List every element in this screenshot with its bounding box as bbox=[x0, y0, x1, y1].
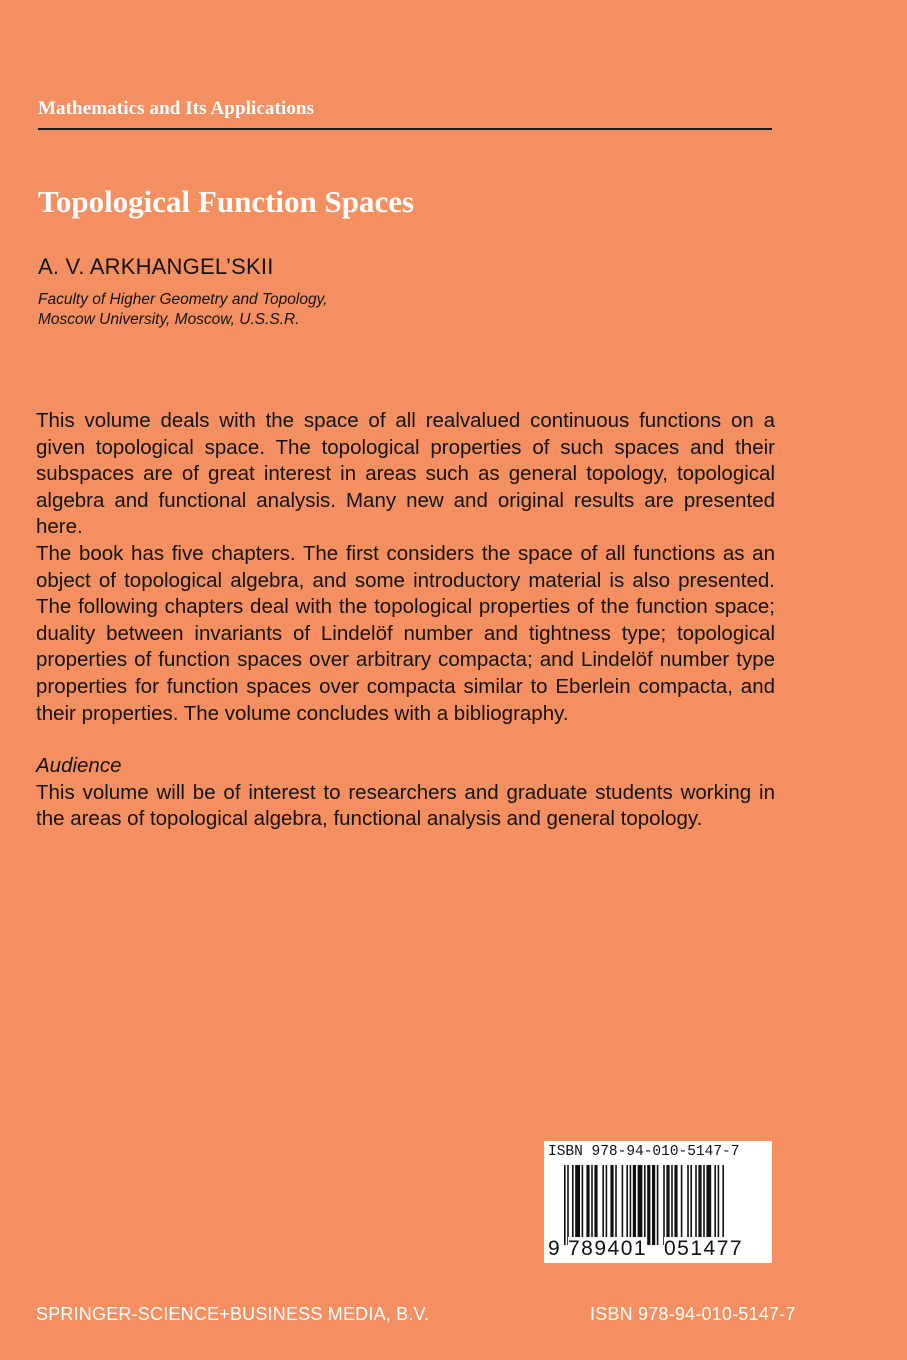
barcode-bar bbox=[633, 1165, 636, 1245]
barcode-bar bbox=[657, 1165, 659, 1245]
barcode-bar bbox=[698, 1165, 701, 1245]
barcode-bar bbox=[602, 1165, 604, 1245]
barcode-bar bbox=[674, 1165, 677, 1245]
barcode-bar bbox=[722, 1165, 724, 1245]
barcode-bar bbox=[564, 1165, 566, 1245]
affiliation-line-2: Moscow University, Moscow, U.S.S.R. bbox=[38, 311, 300, 328]
barcode-digits bbox=[544, 1237, 772, 1261]
barcode-bar bbox=[714, 1165, 716, 1245]
barcode-bar bbox=[626, 1165, 628, 1245]
barcode-bar bbox=[575, 1165, 580, 1245]
description-paragraph-2: The book has five chapters. The first considers the space of all functions as an object of topological algebra, and some introductory material is also presented. The following chapters deal with the topological properties of the function space; duality between invariants of Lindelöf number and tightness type; topological properties of function spaces over arbitrary compacta; and Lindelöf number type properties for function spaces over compacta similar to Eberlein compacta, and their properties. The volume concludes with a bibliography. bbox=[36, 541, 775, 725]
barcode-bar bbox=[610, 1165, 613, 1245]
barcode-bar bbox=[622, 1165, 624, 1245]
isbn-barcode bbox=[544, 1141, 772, 1263]
barcode-bar bbox=[681, 1165, 683, 1245]
barcode-bar bbox=[703, 1165, 705, 1245]
book-description bbox=[36, 408, 775, 833]
barcode-bar bbox=[638, 1165, 643, 1245]
barcode-bar bbox=[671, 1165, 673, 1245]
barcode-bar bbox=[652, 1165, 655, 1245]
barcode-digits-right: 051477 bbox=[664, 1237, 744, 1260]
barcode-isbn-label: ISBN 978-94-010-5147-7 bbox=[548, 1144, 740, 1160]
audience-heading: Audience bbox=[36, 754, 122, 778]
barcode-bar bbox=[663, 1165, 665, 1245]
barcode-bar bbox=[706, 1165, 711, 1245]
series-title: Mathematics and Its Applications bbox=[38, 98, 315, 119]
barcode-digit-first: 9 bbox=[548, 1237, 560, 1260]
barcode-bar bbox=[695, 1165, 697, 1245]
description-paragraph-1: This volume deals with the space of all realvalued continuous functions on a given topological space. The topological properties of such spaces and their subspaces are of great interest in areas such as general topology, topological algebra and functional analysis. Many new and original results are presented here. bbox=[36, 409, 775, 539]
barcode-bar bbox=[582, 1165, 584, 1245]
audience-text: This volume will be of interest to researchers and graduate students working in the areas of topological algebra, functional analysis and general topology. bbox=[36, 780, 775, 831]
barcode-bar bbox=[687, 1165, 689, 1245]
footer-isbn: ISBN 978-94-010-5147-7 bbox=[590, 1304, 796, 1324]
barcode-bar bbox=[567, 1165, 569, 1245]
barcode-bar bbox=[572, 1165, 574, 1245]
author-affiliation bbox=[38, 290, 327, 330]
series-divider bbox=[38, 128, 772, 130]
barcode-bar bbox=[591, 1165, 593, 1245]
book-title: Topological Function Spaces bbox=[38, 184, 415, 219]
barcode-bar bbox=[615, 1165, 617, 1245]
barcode-digits-left: 789401 bbox=[568, 1237, 648, 1260]
barcode-bar bbox=[644, 1165, 646, 1245]
barcode-bar bbox=[718, 1165, 720, 1245]
barcode-bar bbox=[594, 1165, 597, 1245]
barcode-bar bbox=[690, 1165, 692, 1245]
barcode-bar bbox=[606, 1165, 608, 1245]
publisher-name: SPRINGER-SCIENCE+BUSINESS MEDIA, B.V. bbox=[36, 1304, 430, 1324]
barcode-bar bbox=[647, 1165, 650, 1245]
author-name: A. V. ARKHANGEL’SKII bbox=[38, 254, 274, 279]
barcode-bar bbox=[630, 1165, 632, 1245]
affiliation-line-1: Faculty of Higher Geometry and Topology, bbox=[38, 291, 328, 308]
barcode-bar bbox=[586, 1165, 589, 1245]
barcode-bar bbox=[666, 1165, 669, 1245]
